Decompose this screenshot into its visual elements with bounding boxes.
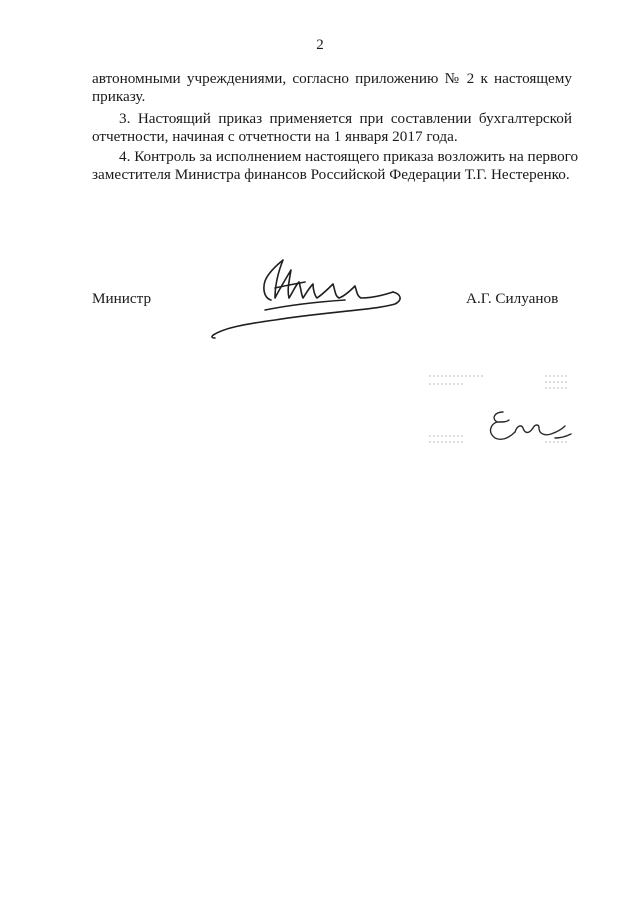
approval-visa-mark: [425, 372, 575, 462]
paragraph-4: [92, 148, 579, 184]
body-line: отчетности, начиная с отчетности на 1 января 2017 года.: [92, 128, 458, 145]
body-line: 4. Контроль за исполнением настоящего приказа возложить на первого: [119, 148, 579, 165]
body-line: 3. Настоящий приказ применяется при составлении бухгалтерской: [119, 110, 572, 127]
page-number: 2: [316, 37, 324, 53]
body-line: приказу.: [92, 88, 146, 105]
paragraph-2-continuation: [92, 70, 572, 106]
paragraph-3: [92, 110, 572, 146]
body-line: автономными учреждениями, согласно приложению № 2 к настоящему: [92, 70, 572, 87]
body-line: заместителя Министра финансов Российской Федерации Т.Г. Нестеренко.: [92, 166, 570, 183]
handwritten-signature: [205, 240, 415, 340]
signer-name: А.Г. Силуанов: [466, 290, 559, 307]
signer-position: Министр: [92, 290, 152, 307]
